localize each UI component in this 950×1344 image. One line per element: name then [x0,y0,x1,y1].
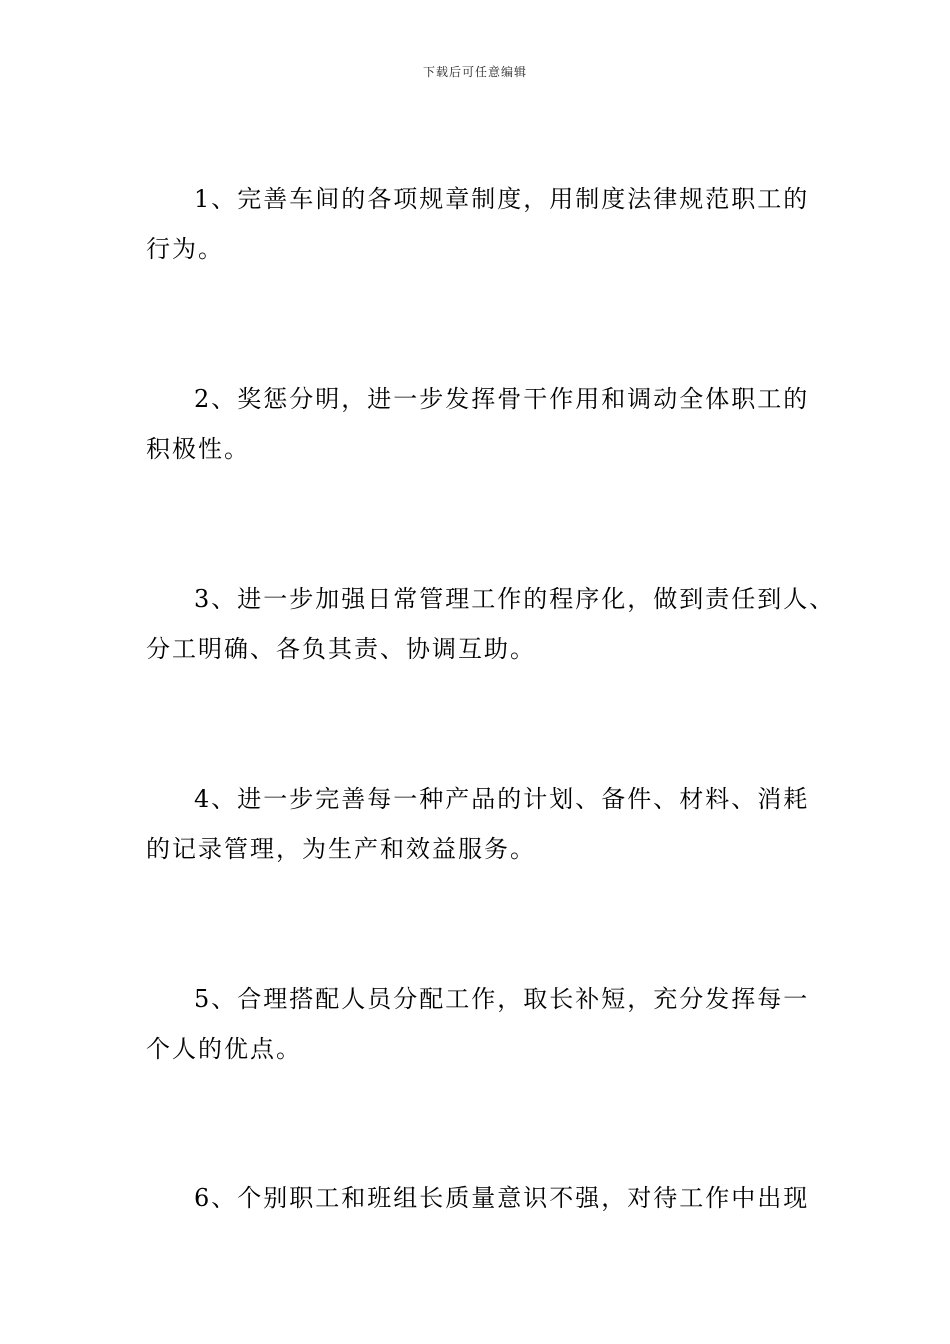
paragraph-4-line-1: 4、进一步完善每一种产品的计划、备件、材料、消耗 [194,785,810,813]
paragraph-4 [146,774,808,874]
paragraph-1-line-2: 行为。 [146,235,224,263]
paragraph-2 [146,374,808,474]
paragraph-1 [146,174,808,274]
paragraph-6 [146,1173,808,1223]
paragraph-1-line-1: 1、完善车间的各项规章制度，用制度法律规范职工的 [194,185,810,213]
paragraph-5 [146,974,808,1074]
paragraph-2-line-1: 2、奖惩分明，进一步发挥骨干作用和调动全体职工的 [194,385,810,413]
paragraph-3-line-1: 3、进一步加强日常管理工作的程序化，做到责任到人、 [194,585,836,613]
paragraph-2-line-2: 积极性。 [146,435,250,463]
paragraph-5-line-2: 个人的优点。 [146,1035,302,1063]
page-header: 下载后可任意编辑 [422,65,527,79]
paragraph-3 [146,574,836,674]
paragraph-5-line-1: 5、合理搭配人员分配工作，取长补短，充分发挥每一 [194,985,810,1013]
paragraph-4-line-2: 的记录管理，为生产和效益服务。 [146,835,536,863]
paragraph-3-line-2: 分工明确、各负其责、协调互助。 [146,635,536,663]
paragraph-6-line-1: 6、个别职工和班组长质量意识不强，对待工作中出现 [194,1184,810,1212]
